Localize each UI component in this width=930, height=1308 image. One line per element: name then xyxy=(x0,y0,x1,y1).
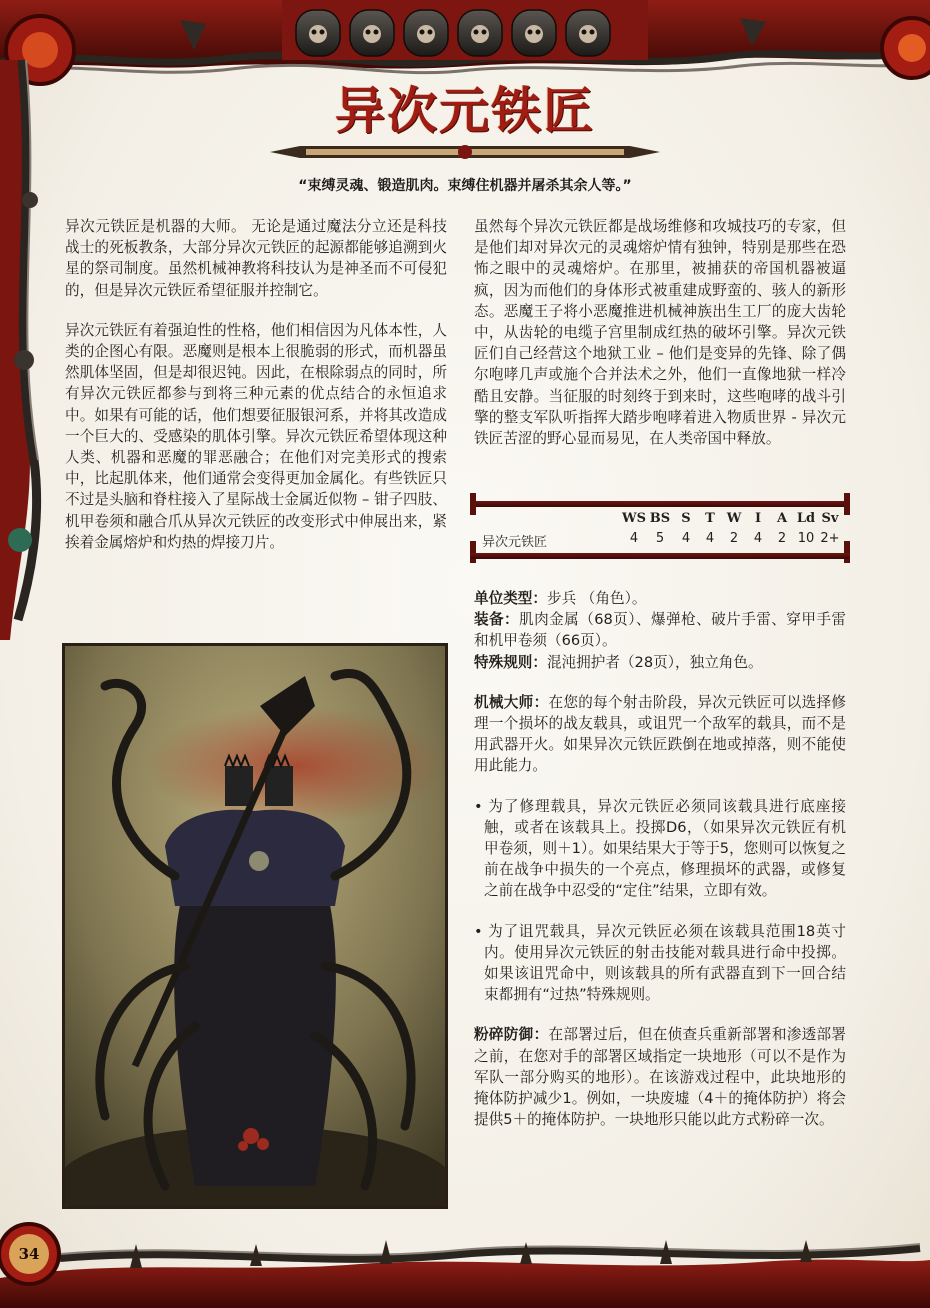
stat-header: I xyxy=(754,511,762,526)
rule-shatter-defences xyxy=(474,1024,846,1130)
rule-bullet-curse: • 为了诅咒载具，异次元铁匠必须在该载具范围18英寸内。使用异次元铁匠的射击技能对载具进行命中投掷。如果该诅咒命中，则该载具的所有武器直到下一回合结束都拥有“过热”特殊规则。 xyxy=(474,922,846,1004)
stat-value: 2 xyxy=(777,531,787,546)
rule-text: 在您的每个射击阶段，异次元铁匠可以选择修理一个损坏的战友载具，或诅咒一个敌军的载具，而不是用武器开火。如果异次元铁匠跌倒在地或掉落，则不能使用此能力。 xyxy=(474,693,846,775)
stat-value: 4 xyxy=(705,531,715,546)
paragraph: 异次元铁匠是机器的大师。 无论是通过魔法分立还是科技战士的死板教条，大部分异次元铁匠的起源都能够追溯到火星的祭司制度。虽然机械神教将科技认为是神圣而不可侵犯的，但是异次元铁匠希望征服并控制它。 xyxy=(65,218,447,299)
paragraph: 异次元铁匠有着强迫性的性格，他们相信因为凡体本性，人类的企图心有限。恶魔则是根本上很脆弱的形式，而机器虽然肌体坚固，但是却很迟钝。因此，在根除弱点的同时，所有异次元铁匠都参与到将三种元素的优点结合的永恒追求中。如果有可能的话，他们想要征服银河系，并将其改造成一个巨大的、受感染的肌体引擎。异次元铁匠希望体现这种人类、机器和恶魔的罪恶融合；在他们对完美形式的搜索中，比起肌体来，他们通常会变得更加金属化。有些铁匠只不过是头脑和脊柱接入了星际战士金属近似物 – 钳子四肢、机甲卷须和融合爪从异次元铁匠的改变形式中伸展出来，紧挨着金属熔炉和灼热的焊接刀片。 xyxy=(65,321,447,551)
rule-text: 混沌拥护者（28页），独立角色。 xyxy=(546,653,763,671)
stat-header: Ld xyxy=(796,511,816,526)
page-number: 34 xyxy=(18,1245,40,1263)
table-cap xyxy=(470,493,476,515)
rule-label: 单位类型： xyxy=(474,590,547,607)
table-top-bar xyxy=(470,501,850,507)
paragraph: 虽然每个异次元铁匠都是战场维修和攻城技巧的专家，但是他们却对异次元的灵魂熔炉情有独钟，特别是那些在恐怖之眼中的灵魂熔炉。在那里，被捕获的帝国机器被逼疯，因为而他们的身体形式被重建成野蛮的、骇人的新形态。恶魔王子将小恶魔推进机械神族出生工厂的庞大齿轮中，从齿轮的电缆子宫里制成红热的破坏引擎。异次元铁匠们自己经营这个地狱工业 – 他们是变异的先锋、除了偶尔咆哮几声或施个合并法术之外，他们一直像地狱一样冷酷且安静。当征服的时刻终于到来时，这些咆哮的战斗引擎的整支军队听指挥大踏步咆哮着进入物质世界 - 异次元铁匠苦涩的野心显而易见，在人类帝国中释放。 xyxy=(474,218,846,448)
stat-unit-name: 异次元铁匠 xyxy=(482,535,548,550)
left-column xyxy=(65,216,447,572)
rule-text: 肌肉金属（68页）、爆弹枪、破片手雷、穿甲手雷和机甲卷须（66页）。 xyxy=(474,611,846,650)
stat-value: 4 xyxy=(629,531,639,546)
stat-value: 4 xyxy=(753,531,763,546)
stat-header: T xyxy=(705,511,715,526)
stat-table xyxy=(470,493,850,565)
stat-header: BS xyxy=(649,511,671,526)
warsmith-illustration xyxy=(62,643,448,1209)
table-cap xyxy=(844,541,850,563)
table-cap xyxy=(844,493,850,515)
stat-header: W xyxy=(726,511,742,526)
rule-text: 步兵 （角色）。 xyxy=(546,590,647,607)
stat-header: A xyxy=(776,511,788,526)
stat-value: 2+ xyxy=(820,531,840,546)
rule-label: 特殊规则： xyxy=(474,653,547,671)
stat-value: 4 xyxy=(681,531,691,546)
rules-section xyxy=(474,588,846,1149)
rule-label: 机械大师： xyxy=(474,693,549,711)
bottom-ornament-frame xyxy=(0,1208,930,1308)
stat-value: 10 xyxy=(797,531,815,546)
left-side-ornament xyxy=(0,60,62,640)
rule-label: 粉碎防御： xyxy=(474,1026,549,1044)
title-underline-ornament xyxy=(270,140,660,164)
stat-value: 5 xyxy=(655,531,665,546)
rule-text: 在部署过后，但在侦查兵重新部署和渗透部署之前，在您对手的部署区域指定一块地形（可以不是作为军队一部分购买的地形）。在该游戏过程中，此块地形的掩体防护减少1。例如，一块废墟（4＋的掩体防护）将会提供5＋的掩体防护。一块地形只能以此方式粉碎一次。 xyxy=(474,1026,846,1129)
rule-label: 装备： xyxy=(474,611,520,629)
flavor-quote: “束缚灵魂、锻造肌肉。束缚住机器并屠杀其余人等。” xyxy=(298,178,632,194)
stat-value: 2 xyxy=(729,531,739,546)
rule-mechanicus xyxy=(474,692,846,777)
rule-unit-type xyxy=(474,588,846,609)
table-cap xyxy=(470,541,476,563)
table-bottom-bar xyxy=(470,553,850,559)
right-column xyxy=(474,216,846,468)
stat-header: Sv xyxy=(821,511,839,526)
rule-special xyxy=(474,652,846,673)
rule-bullet-repair: • 为了修理载具，异次元铁匠必须同该载具进行底座接触，或者在该载具上。投掷D6，（如果异次元铁匠有机甲卷须，则＋1）。如果结果大于等于5，您则可以恢复之前在战争中损失的一个亮点，修理损坏的武器，或修复之前在战争中忍受的“定住”结果，立即有效。 xyxy=(474,797,846,900)
stat-header: WS xyxy=(622,511,646,526)
page-title: 异次元铁匠 xyxy=(335,81,595,140)
stat-header: S xyxy=(681,511,691,526)
rule-wargear xyxy=(474,609,846,651)
